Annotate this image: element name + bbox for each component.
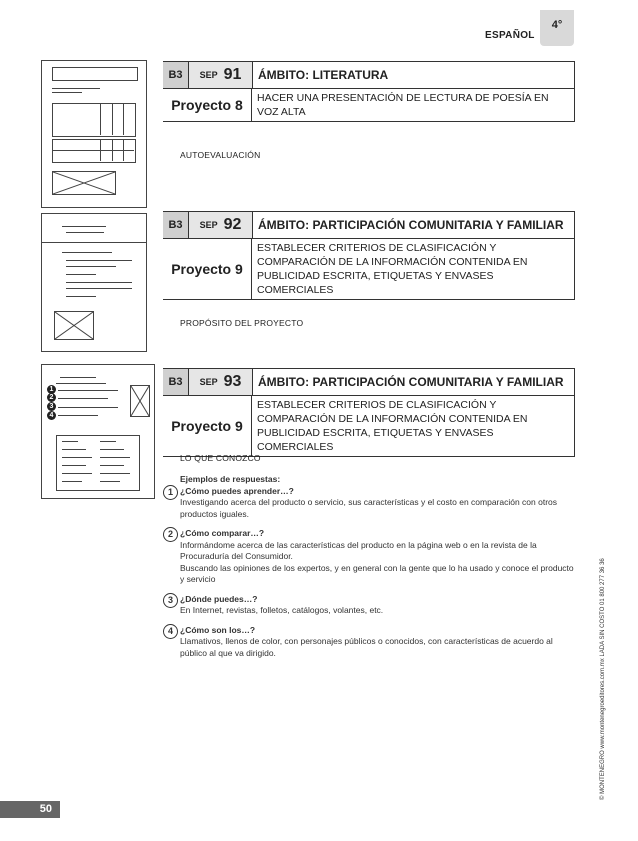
project-number: Proyecto 9 [171,261,243,277]
thumb-number-4: 4 [47,411,56,420]
question-number: 3 [163,593,178,608]
answer-item-1 [167,485,575,521]
answer-item-2 [167,528,575,586]
project-title: ESTABLECER CRITERIOS DE CLASIFICACIÓN Y COMPARACIÓN DE LA INFORMACIÓN CONTENIDA EN PUBLICIDAD ESCRITA, ETIQUETAS Y ENVASES COMERCIALES [251,396,575,456]
sep-page: 91 [223,66,242,83]
block-label: B3 [163,62,188,88]
sep-page: 92 [223,216,242,233]
question-number: 2 [163,527,178,542]
answers-section [167,474,575,659]
project-title: ESTABLECER CRITERIOS DE CLASIFICACIÓN Y COMPARACIÓN DE LA INFORMACIÓN CONTENIDA EN PUBLICIDAD ESCRITA, ETIQUETAS Y ENVASES COMERCIALES [251,239,575,299]
ambito-title: ÁMBITO: LITERATURA [252,62,575,88]
sep-label: SEP [199,377,218,387]
sep-page: 93 [223,373,242,390]
answer-text: Llamativos, llenos de color, con personajes públicos o conocidos, con características de acuerdo al público al que va dirigido. [180,636,553,658]
answer-text: En Internet, revistas, folletos, catálogos, volantes, etc. [180,605,384,615]
ambito-title: ÁMBITO: PARTICIPACIÓN COMUNITARIA Y FAMILIAR [252,369,575,395]
answer-text-2: Buscando las opiniones de los expertos, y en general con la gente que lo ha usado y conoce el producto y servicio [180,562,574,584]
project-card-9a [163,211,575,300]
project-number: Proyecto 9 [171,418,243,434]
question-text: ¿Cómo son los…? [180,624,256,635]
answers-heading: Ejemplos de respuestas: [180,474,281,484]
question-number: 1 [163,485,178,500]
sep-label: SEP [199,70,218,80]
ambito-title: ÁMBITO: PARTICIPACIÓN COMUNITARIA Y FAMILIAR [252,212,575,238]
page-thumbnail-1 [41,60,147,208]
project-card-9b [163,368,575,457]
thumb-number-1: 1 [47,385,56,394]
page-thumbnail-2 [41,213,147,352]
grade-badge: 4° [540,10,574,46]
section-label-proposito: PROPÓSITO DEL PROYECTO [180,318,304,328]
project-number: Proyecto 8 [171,97,243,113]
sep-label: SEP [199,220,218,230]
project-title: HACER UNA PRESENTACIÓN DE LECTURA DE POESÍA EN VOZ ALTA [251,89,575,121]
thumb-number-2: 2 [47,393,56,402]
answer-text: Informándome acerca de las características del producto en la página web o en la revista de la Procuraduría del Consumidor. [180,539,537,561]
thumb-number-3: 3 [47,402,56,411]
page-number: 50 [0,801,60,818]
subject-label: ESPAÑOL [485,30,535,41]
publisher-side-text: © MONTENEGRO www.montenegroeditores.com.mx LADA SIN COSTO 01 800 277 36 36 [600,558,606,800]
question-number: 4 [163,624,178,639]
answer-text: Investigando acerca del producto o servicio, sus características y el costo en comparación con otros productos iguales. [180,497,558,519]
section-label-autoevaluacion: AUTOEVALUACIÓN [180,150,261,160]
question-text: ¿Cómo puedes aprender…? [180,485,294,496]
block-label: B3 [163,369,188,395]
question-text: ¿Cómo comparar…? [180,528,265,538]
section-label-lo-que-conozco: LO QUE CONOZCO [180,453,261,463]
answer-item-4 [167,624,575,660]
answer-item-3 [167,593,575,617]
question-text: ¿Dónde puedes…? [180,593,258,604]
project-card-8 [163,61,575,122]
page-thumbnail-3 [41,364,155,499]
block-label: B3 [163,212,188,238]
